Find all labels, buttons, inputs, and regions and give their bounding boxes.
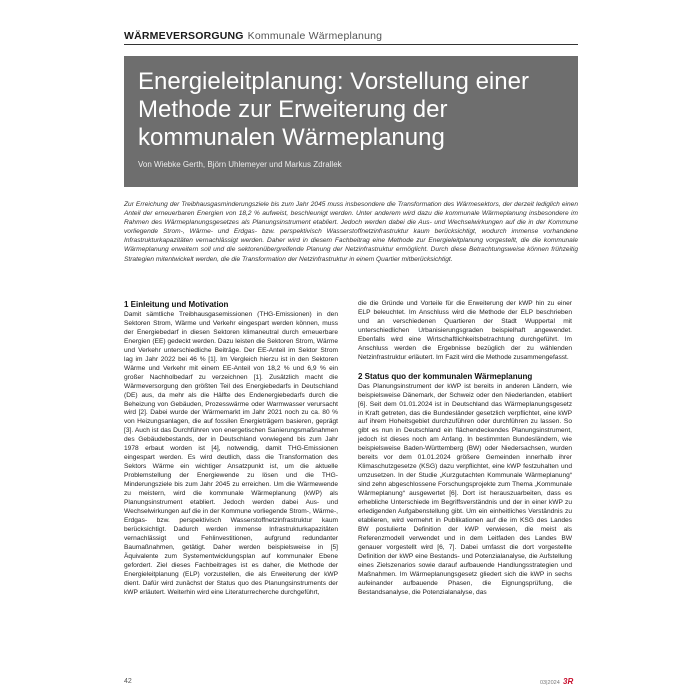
section-2-heading: 2 Status quo der kommunalen Wärmeplanung (358, 371, 533, 381)
section-1-heading: 1 Einleitung und Motivation (124, 300, 229, 309)
left-column (124, 300, 338, 598)
section-rubric (124, 30, 578, 42)
journal-logo: 3R (563, 677, 574, 686)
title-banner (124, 56, 578, 187)
section-2-text: Das Planungsinstrument der kWP ist bereits in anderen Ländern, wie beispielsweise Dänemark, der Schweiz oder den Niederlanden, etabliert [6]. Seit dem 01.01.2024 ist in Deutschland das Wärmeplanungsgesetz in Kraft getreten, das die Bundesländer gesetzlich verpflichtet, eine kWP auf ihrem Hoheitsgebiet durchzuführen oder durchführen zu lassen. So gibt es nun in Deutschland ein flächendeckendes Planungsinstrument, jedoch ist dieses noch am Anfang. In bestimmten Bundesländern, wie beispielsweise Baden-Württemberg (BW) oder Niedersachsen, wurden bereits vor dem 01.01.2024 größere Gemeinden innerhalb ihrer Klimaschutzgesetze (KSG) dazu verpflichtet, eine kWP festzuhalten und umzusetzen. In der Studie „Kurzgutachten Kommunale Wärmeplanung“ sind zehn abgeschlossene Forschungsprojekte zum Thema „Kommunale Wärmeplanung“ ausgewertet [6]. Dort ist herauszuarbeiten, dass es erhebliche Unterschiede im Begriffsverständnis und der in einer kWP zu erledigenden Aufgabenstellung gibt. Um ein einheitliches Verständnis zu etablieren, wird vermehrt in Publikationen auf die im KSG des Landes BW postulierte Definition der kWP verwiesen, die meist als Referenzmodell verwendet und in dem Leitfaden des Landes BW genauer vorgestellt wird [6, 7]. Dabei umfasst die dort vorgestellte Definition der kWP eine Bestands- und Potenzialanalyse, die Aufstellung eines Zielszenarios sowie darauf aufbauende Handlungsstrategien und Maßnahmen. Im Wärmeplanungsgesetz gliedert sich die kWP in sechs aufeinander aufbauende Phasen, die Eignungsprüfung, die Bestandsanalyse, die Potenzialanalyse, das (358, 382, 572, 596)
issue-number: 03|2024 (540, 680, 560, 686)
rubric-divider (124, 44, 578, 45)
section-gap (358, 363, 572, 372)
section-1-text: Damit sämtliche Treibhausgasemissionen (THG-Emissionen) in den Sektoren Strom, Wärme und Verkehr eingespart werden können, muss der Energiebedarf in diesen Sektoren klimaneutral durch erneuerbare Energien (EE) gedeckt werden. Dazu leisten die Sektoren Strom, Wärme und Verkehr unterschiedliche Beiträge. Der EE-Anteil im Sektor Strom lag im Jahr 2022 bei 46 % [1]. Im Vergleich hierzu ist in den Sektoren Wärme und Verkehr mit einem EE-Anteil von 18,2 % und 6,9 % ein großer Nachholbedarf zu verzeichnen [1]. Zusätzlich macht die Wärmeversorgung den größten Teil des Energiebedarfs in Deutschland (DE) aus, da mehr als die Hälfte des Endenergiebedarfs durch die Beheizung von Gebäuden, Prozesswärme oder Warmwasser verursacht wird [2]. Dabei wurde der Wärmemarkt im Jahr 2021 noch zu ca. 80 % von Heizungsanlagen, die auf fossilen Energieträgern basieren, geprägt [3]. Auch ist das Durchführen von energetischen Sanierungsmaßnahmen des Gebäudebestands, der in Deutschland vorwiegend bis zum Jahr 1978 erbaut worden ist [4], notwendig, damit THG-Emissionen eingespart werden. Es wird deutlich, dass die Transformation des Sektors Wärme ein wichtiger Ansatzpunkt ist, um die aktuelle Problemstellung der Energiewende zu lösen und die THG-Minderungsziele bis zum Jahr 2045 zu erreichen. Um die Wärmewende zu meistern, wird die kommunale Wärmeplanung (kWP) als Planungsinstrument etabliert. Jedoch werden dabei Aus- und Wechselwirkungen auf die in der Kommune vorliegende Strom-, Wärme-, Erdgas- bzw. perspektivisch Wasserstoffnetzinfrastruktur kaum berücksichtigt. Dadurch werden immense Infrastrukturkapazitäten vernachlässigt und Fehlinvestitionen, aufgrund redundanter Baumaßnahmen, getätigt. Daher werden beispielsweise in [5] Äquivalente zum Systementwicklungsplan auf kommunaler Ebene gefordert. Ziel dieses Fachbeitrages ist es daher, die Methode der Energieleitplanung (ELP) vorzustellen, die als Erweiterung der kWP dient. Dafür wird zunächst der Status quo des Planungsinstruments der kWP erläutert. Weiterhin wird eine Literaturrecherche durchgeführt, (124, 311, 338, 596)
section-1-continued: die die Gründe und Vorteile für die Erweiterung der kWP hin zu einer ELP beleuchtet. Im Anschluss wird die Methode der ELP beschrieben und an verschiedenen Quartieren der Stadt Wuppertal mit unterschiedlichen Urbanisierungsgraden beispielhaft angewendet. Ebenfalls wird eine Wirtschaftlichkeitsbetrachtung durchgeführt. Im Anschluss werden die Ergebnisse bezüglich der zu wählenden Netzinfrastruktur erläutert. Im Fazit wird die Methode zusammengefasst. (358, 300, 572, 361)
article-abstract: Zur Erreichung der Treibhausgasminderungsziele bis zum Jahr 2045 muss insbesondere die Transformation des Wärmesektors, der derzeit lediglich einen Anteil der erneuerbaren Energien von 18,2 % aufweist, beschleunigt werden. Unter anderem wird dazu die kommunale Wärmeplanung insbesondere im Rahmen des Wärmeplanungsgesetzes als Planungsinstrument etabliert. Jedoch werden dabei die Aus- und Wechselwirkungen auf die in der Kommune vorliegende Strom-, Wärme- und Erdgas- bzw. perspektivisch Wasserstoffnetzinfrastruktur kaum berücksichtigt, wodurch immense vorhandene Infrastrukturkapazitäten vernachlässigt werden. Daher wird in diesem Fachbeitrag eine Methode zur Energieleitplanung vorgestellt, die die kommunale Wärmeplanung erweitern soll und die sektorenübergreifende Planung der Netzinfrastruktur ermöglicht. Durch diese Betrachtungsweise können frühzeitig Strategien mitentwickelt werden, die die Transformation der Netzinfrastruktur in einem Quartier mitberücksichtigt. (124, 201, 578, 263)
article-authors: Von Wiebke Gerth, Björn Uhlemeyer und Markus Zdrallek (138, 160, 342, 169)
article-title: Energieleitplanung: Vorstellung einer Methode zur Erweiterung der kommunalen Wärmeplanung (138, 68, 529, 151)
page-number: 42 (124, 678, 132, 685)
rubric-section: WÄRMEVERSORGUNG (124, 30, 244, 42)
rubric-topic: Kommunale Wärmeplanung (247, 30, 383, 42)
right-column (358, 300, 572, 598)
